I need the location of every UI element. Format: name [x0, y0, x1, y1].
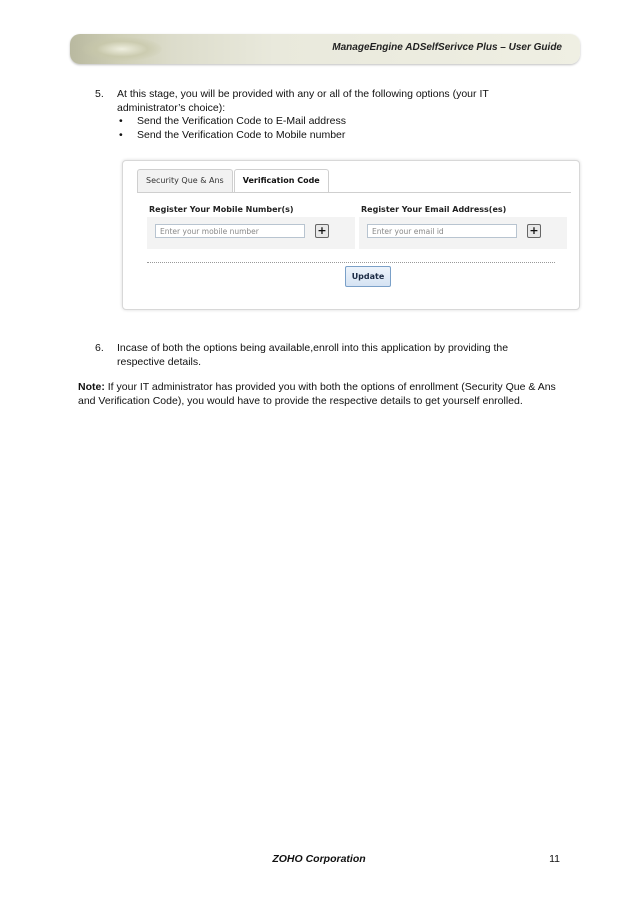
tab-verification-code[interactable]: Verification Code — [234, 169, 329, 193]
list-number: 5. — [95, 88, 104, 100]
bullet-item — [117, 115, 558, 129]
add-email-button[interactable]: + — [527, 224, 541, 238]
update-button[interactable]: Update — [345, 266, 391, 287]
page-number: 11 — [549, 853, 560, 865]
email-input[interactable]: Enter your email id — [367, 224, 517, 238]
list-item — [78, 88, 558, 142]
page-header — [70, 34, 580, 64]
add-mobile-button[interactable]: + — [315, 224, 329, 238]
header-decoration — [82, 37, 162, 61]
tab-bar — [137, 169, 330, 193]
tab-security-que-ans[interactable]: Security Que & Ans — [137, 169, 233, 192]
mobile-label: Register Your Mobile Number(s) — [149, 205, 294, 214]
note-label: Note: — [78, 381, 105, 393]
step-text: At this stage, you will be provided with any or all of the following options (your IT administrator’s choice): — [117, 88, 489, 114]
note-text: If your IT administrator has provided you with both the options of enrollment (Security Que & Ans and Verification Code), you would have to provide the respective details to get yourself enrolled. — [78, 381, 556, 407]
bullet-text: Send the Verification Code to Mobile number — [137, 128, 346, 141]
header-title: ManageEngine ADSelfSerivce Plus – User Guide — [332, 42, 562, 53]
verification-screenshot — [122, 160, 580, 310]
note-paragraph — [78, 381, 568, 408]
bullet-icon: • — [119, 115, 123, 127]
step-6 — [78, 342, 558, 369]
bullet-list — [117, 115, 558, 142]
bullet-item — [117, 129, 558, 143]
tab-panel-border — [137, 192, 571, 193]
email-label: Register Your Email Address(es) — [361, 205, 507, 214]
mobile-number-input[interactable]: Enter your mobile number — [155, 224, 305, 238]
bullet-text: Send the Verification Code to E-Mail address — [137, 115, 346, 127]
footer-company: ZOHO Corporation — [272, 853, 366, 865]
separator — [147, 262, 555, 263]
step-5 — [78, 88, 558, 142]
list-item — [78, 342, 558, 369]
list-number: 6. — [95, 342, 104, 354]
step-text: Incase of both the options being available,enroll into this application by providing the respective details. — [117, 342, 509, 368]
bullet-icon: • — [119, 128, 123, 141]
